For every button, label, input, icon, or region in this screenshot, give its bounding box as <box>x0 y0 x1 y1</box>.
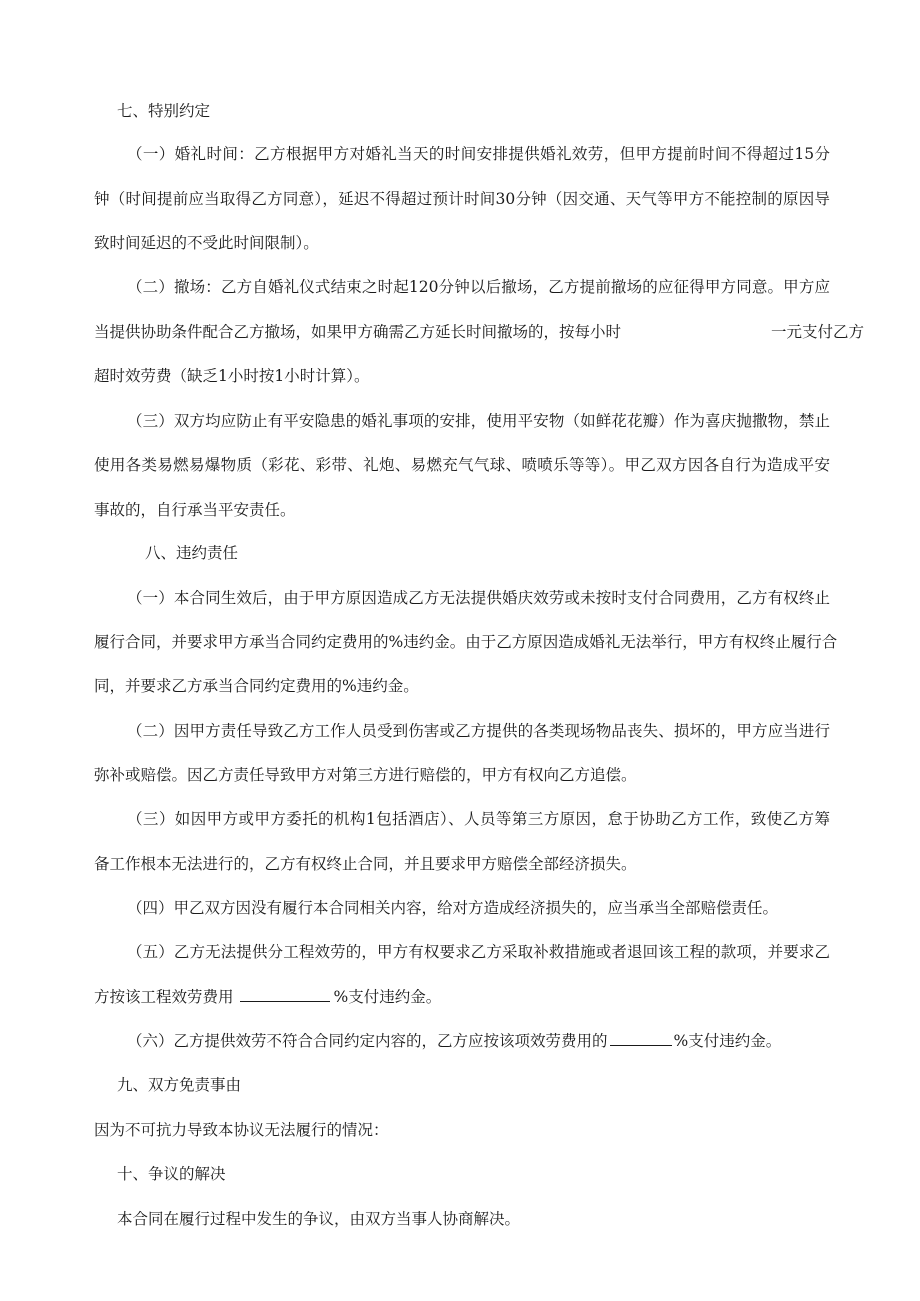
section-8-item-2-line-2: 弥补或赔偿。因乙方责任导致甲方对第三方进行赔偿的，甲方有权向乙方追偿。 <box>94 766 637 784</box>
section-8-heading: 八、违约责任 <box>145 544 239 562</box>
section-7-item-3-line-1: （三）双方均应防止有平安隐患的婚礼事项的安排，使用平安物（如鲜花花瓣）作为喜庆抛撒物，禁止 <box>127 412 830 430</box>
section-8-item-5-line-2-b: %支付违约金。 <box>333 988 442 1006</box>
section-8-item-5-line-2 <box>94 987 830 1007</box>
section-7-item-3-line-3: 事故的，自行承当平安责任。 <box>94 501 296 519</box>
section-7-item-1-line-2: 钟（时间提前应当取得乙方同意），延迟不得超过预计时间30分钟（因交通、天气等甲方不能控制的原因导 <box>94 190 830 208</box>
section-9-heading: 九、双方免责事由 <box>117 1076 242 1094</box>
section-8-item-2-line-1: （二）因甲方责任导致乙方工作人员受到伤害或乙方提供的各类现场物品丧失、损坏的，甲方应当进行 <box>127 722 830 740</box>
section-8-item-6-line-1-b: %支付违约金。 <box>673 1032 782 1050</box>
section-8-item-5-line-2-a: 方按该工程效劳费用 <box>94 988 234 1006</box>
section-7-heading: 七、特别约定 <box>117 102 211 120</box>
section-8-item-5-line-1: （五）乙方无法提供分工程效劳的，甲方有权要求乙方采取补救措施或者退回该工程的款项，并要求乙 <box>127 943 830 961</box>
section-8-item-3-line-2: 备工作根本无法进行的，乙方有权终止合同，并且要求甲方赔偿全部经济损失。 <box>94 855 637 873</box>
section-8-item-3-line-1: （三）如因甲方或甲方委托的机构1包括酒店）、人员等第三方原因，怠于协助乙方工作，致使乙方筹 <box>127 810 830 828</box>
section-7-item-1-line-3: 致时间延迟的不受此时间限制）。 <box>94 234 319 252</box>
section-8-item-6-line-1 <box>127 1031 830 1051</box>
section-7-item-2-line-2-b: 一元支付乙方 <box>771 323 865 341</box>
section-8-item-1-line-1: （一）本合同生效后，由于甲方原因造成乙方无法提供婚庆效劳或未按时支付合同费用，乙方有权终止 <box>127 589 830 607</box>
section-7-item-2-line-1: （二）撤场：乙方自婚礼仪式结束之时起120分钟以后撤场，乙方提前撤场的应征得甲方同意。甲方应 <box>127 278 830 296</box>
section-8-item-6-line-1-a: （六）乙方提供效劳不符合合同约定内容的，乙方应按该项效劳费用的 <box>127 1032 608 1050</box>
service-penalty-blank[interactable] <box>610 1031 672 1046</box>
section-10-heading: 十、争议的解决 <box>117 1165 226 1183</box>
section-10-line-1: 本合同在履行过程中发生的争议，由双方当事人协商解决。 <box>117 1210 521 1228</box>
section-7-item-2-line-3: 超时效劳费（缺乏1小时按1小时计算）。 <box>94 367 370 385</box>
section-8-item-1-line-2: 履行合同，并要求甲方承当合同约定费用的%违约金。由于乙方原因造成婚礼无法举行，甲方有权终止履行合 <box>94 633 838 651</box>
section-7-item-1-line-1: （一）婚礼时间：乙方根据甲方对婚礼当天的时间安排提供婚礼效劳，但甲方提前时间不得超过15分 <box>127 145 830 163</box>
section-8-item-1-line-3: 同，并要求乙方承当合同约定费用的%违约金。 <box>94 677 419 695</box>
penalty-rate-blank[interactable] <box>240 987 330 1002</box>
section-7-item-2-line-2-a: 当提供协助条件配合乙方撤场，如果甲方确需乙方延长时间撤场的，按每小时 <box>94 323 622 341</box>
section-9-line-1: 因为不可抗力导致本协议无法履行的情况： <box>94 1121 389 1139</box>
section-7-item-3-line-2: 使用各类易燃易爆物质（彩花、彩带、礼炮、易燃充气气球、喷喷乐等等）。甲乙双方因各自行为造成平安 <box>94 456 830 474</box>
section-8-item-4-line-1: （四）甲乙双方因没有履行本合同相关内容，给对方造成经济损失的，应当承当全部赔偿责任。 <box>127 899 779 917</box>
section-7-item-2-line-2 <box>94 322 865 342</box>
